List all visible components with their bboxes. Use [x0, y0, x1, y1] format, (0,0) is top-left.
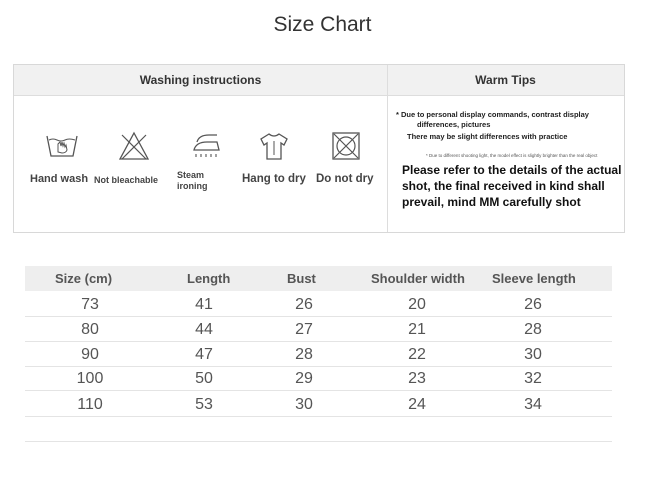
steam-iron-icon [191, 132, 225, 160]
size-cell: 100 [76, 370, 104, 387]
bust-cell: 27 [295, 321, 313, 338]
tip-line-1: * Due to personal display commands, contrast display [396, 110, 589, 119]
table-row [25, 366, 612, 391]
size-cell: 110 [77, 396, 103, 413]
header-length: Length [187, 271, 231, 286]
size-cell: 90 [81, 346, 99, 363]
length-cell: 50 [195, 370, 213, 387]
length-cell: 53 [195, 396, 213, 413]
header-sleeve-length: Sleeve length [492, 271, 576, 286]
do-not-dry-label: Do not dry [316, 173, 374, 185]
sleeve-cell: 28 [524, 321, 542, 338]
bust-cell: 29 [295, 370, 313, 387]
size-table-header [25, 266, 612, 291]
header-bust: Bust [287, 271, 316, 286]
table-row [25, 342, 612, 367]
size-cell: 73 [81, 296, 99, 313]
table-row-empty [25, 417, 612, 442]
hang-to-dry-label: Hang to dry [242, 173, 306, 185]
tip-line-4: * Due to different shooting light, the model effect is slightly brighter than the real object [426, 153, 598, 158]
warm-tips-header: Warm Tips [475, 73, 536, 87]
length-cell: 47 [195, 346, 213, 363]
sleeve-cell: 34 [524, 396, 542, 413]
tip-line-5: Please refer to the details of the actual shot, the final received in kind shall prevail, mind MM carefully shot [402, 163, 622, 209]
column-divider [387, 65, 388, 232]
sleeve-cell: 30 [524, 346, 542, 363]
hand-wash-label: Hand wash [30, 173, 89, 185]
bust-cell: 30 [295, 396, 313, 413]
shoulder-cell: 24 [408, 396, 426, 413]
tip-line-2: differences, pictures [417, 120, 491, 129]
do-not-dry-icon [331, 131, 361, 161]
size-cell: 80 [81, 321, 99, 338]
no-bleach-icon [118, 131, 150, 161]
bust-cell: 26 [295, 296, 313, 313]
length-cell: 41 [195, 296, 213, 313]
care-instructions-panel [13, 64, 625, 233]
washing-instructions-header: Washing instructions [139, 73, 262, 87]
shoulder-cell: 22 [408, 346, 426, 363]
table-row [25, 317, 612, 342]
shoulder-cell: 21 [408, 321, 426, 338]
table-row [25, 392, 612, 417]
shoulder-cell: 23 [408, 370, 426, 387]
table-row [25, 292, 612, 317]
hand-wash-icon [45, 132, 79, 160]
row-divider [25, 441, 612, 442]
care-header [14, 65, 624, 96]
header-shoulder-width: Shoulder width [371, 271, 465, 286]
tip-line-3: There may be slight differences with practice [407, 132, 568, 141]
length-cell: 44 [195, 321, 213, 338]
bust-cell: 28 [295, 346, 313, 363]
header-size: Size (cm) [55, 271, 113, 286]
page-title: Size Chart [273, 13, 372, 36]
hang-dry-icon [258, 131, 290, 161]
steam-ironing-label: Steam ironing [177, 170, 208, 191]
shoulder-cell: 20 [408, 296, 426, 313]
row-divider [25, 390, 612, 391]
not-bleachable-label: Not bleachable [94, 175, 159, 185]
sleeve-cell: 32 [524, 370, 542, 387]
sleeve-cell: 26 [524, 296, 542, 313]
